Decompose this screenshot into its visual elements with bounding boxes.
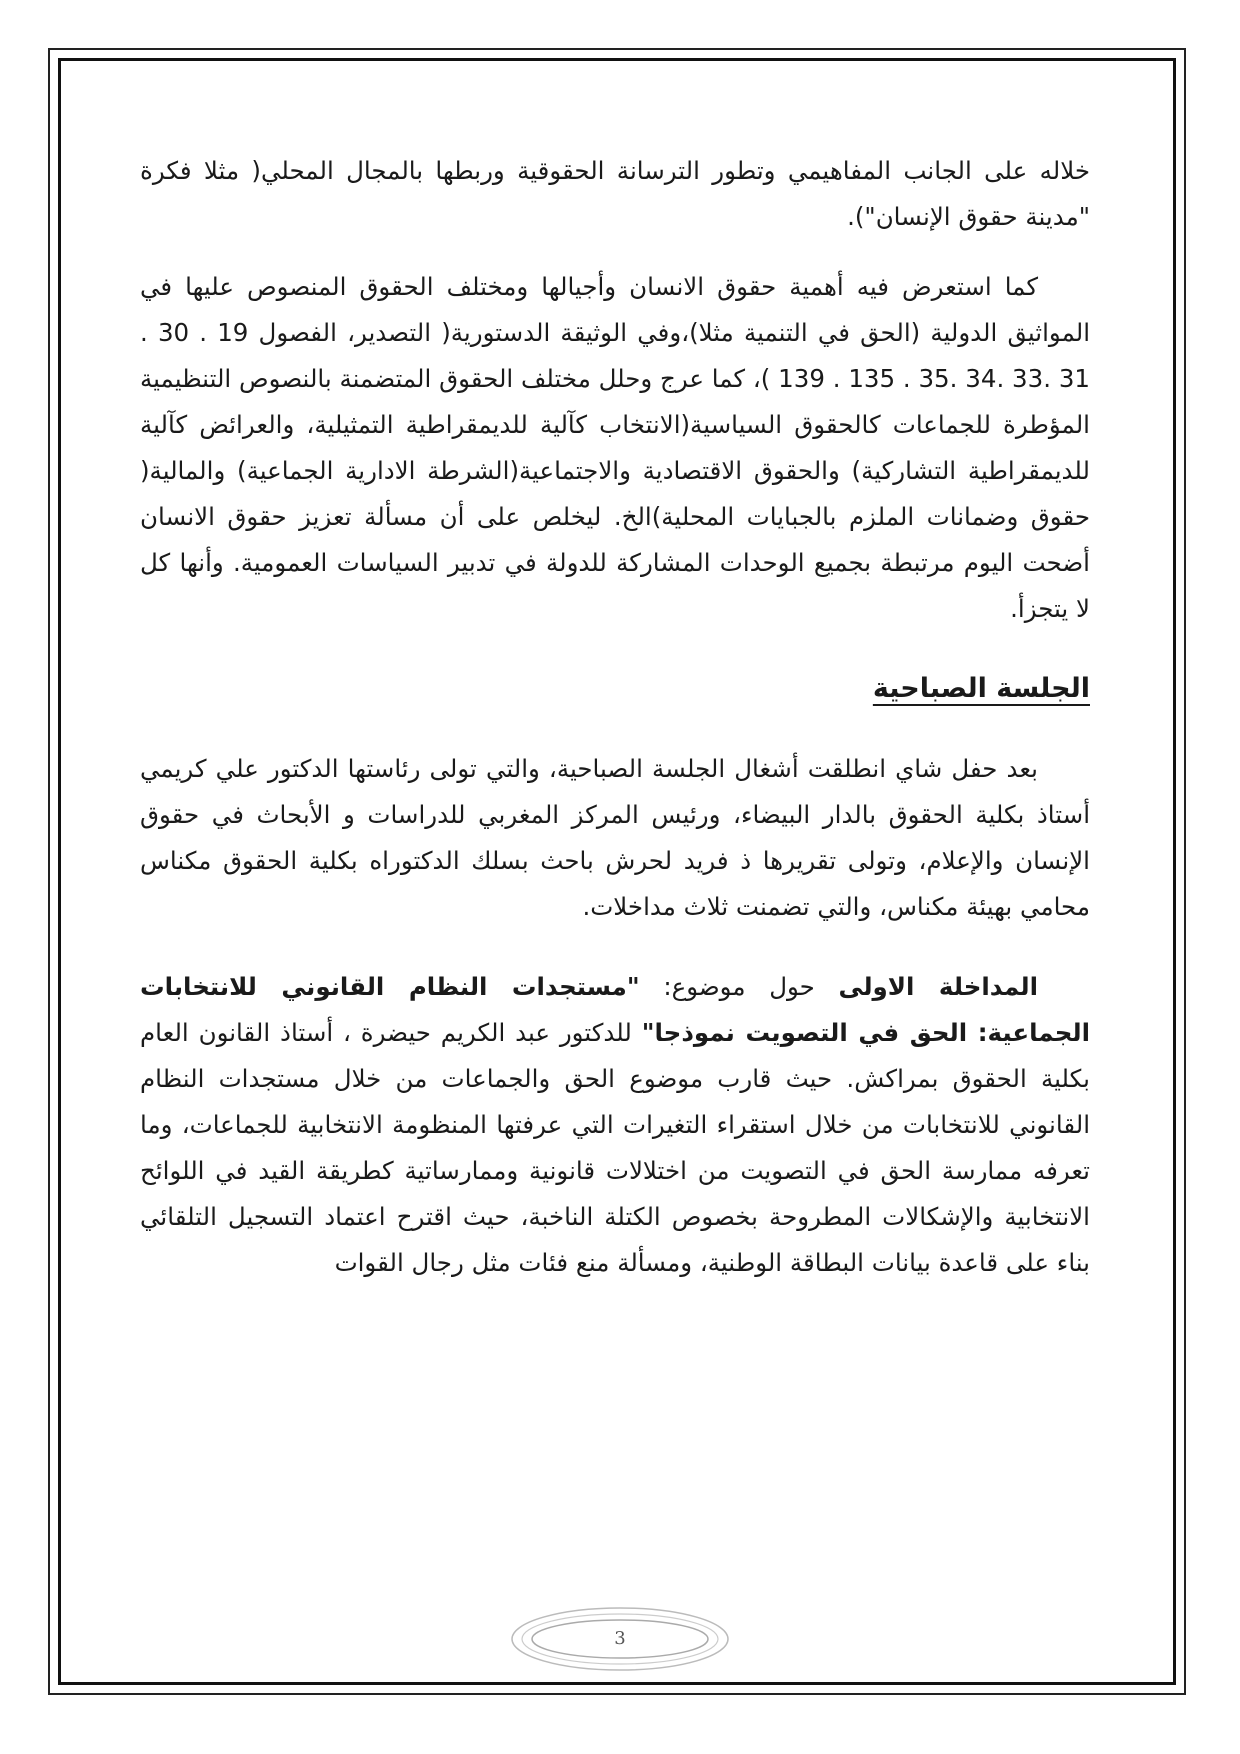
section-heading-morning-session: الجلسة الصباحية <box>872 673 1090 704</box>
page-number-badge <box>508 1604 732 1674</box>
page-number: 3 <box>614 1628 626 1649</box>
paragraph-4 <box>140 964 1090 1286</box>
paragraph-4-title: "مستجدات النظام القانوني للانتخابات الجماعية: الحق في التصويت نموذجا" <box>140 972 1090 1047</box>
paragraph-4-text-2: للدكتور عبد الكريم حيضرة ، أستاذ القانون العام بكلية الحقوق بمراكش. حيث قارب موضوع الحق والجماعات من خلال مستجدات النظام القانوني للانتخابات من خلال استقراء التغيرات التي عرفتها المنظومة الانتخابية للجماعات، وما تعرفه ممارسة الحق في التصويت من اختلالات قانونية وممارساتية كطريقة القيد في اللوائح الانتخابية والإشكالات المطروحة بخصوص الكتلة الناخبة، حيث اقترح اعتماد التسجيل التلقائي بناء على قاعدة بيانات البطاقة الوطنية، ومسألة منع فئات مثل رجال القوات <box>140 1018 1090 1277</box>
document-body <box>140 148 1090 1286</box>
paragraph-2: كما استعرض فيه أهمية حقوق الانسان وأجيالها ومختلف الحقوق المنصوص عليها في المواثيق الدولية (الحق في التنمية مثلا)،وفي الوثيقة الدستورية( التصدير، الفصول 19 . 30 . 31 .33 .34 .35 . 135 . 139 )، كما عرج وحلل مختلف الحقوق المتضمنة بالنصوص التنظيمية المؤطرة للجماعات كالحقوق السياسية(الانتخاب كآلية للديمقراطية التمثيلية، والعرائض كآلية للديمقراطية التشاركية) والحقوق الاقتصادية والاجتماعية(الشرطة الادارية الجماعية) والمالية( حقوق وضمانات الملزم بالجبايات المحلية)الخ. ليخلص على أن مسألة تعزيز حقوق الانسان أضحت اليوم مرتبطة بجميع الوحدات المشاركة للدولة في تدبير السياسات العمومية. وأنها كل لا يتجزأ. <box>140 272 1090 623</box>
paragraph-4-lead: المداخلة الاولى <box>838 972 1038 1001</box>
paragraph-3: بعد حفل شاي انطلقت أشغال الجلسة الصباحية، والتي تولى رئاستها الدكتور علي كريمي أستاذ بكلية الحقوق بالدار البيضاء، ورئيس المركز المغربي للدراسات و الأبحاث في حقوق الإنسان والإعلام، وتولى تقريرها ذ فريد لحرش باحث بسلك الدكتوراه بكلية الحقوق مكناس محامي بهيئة مكناس، والتي تضمنت ثلاث مداخلات. <box>140 754 1090 921</box>
paragraph-4-text-1: حول موضوع: <box>639 972 839 1001</box>
paragraph-1: خلاله على الجانب المفاهيمي وتطور الترسانة الحقوقية وربطها بالمجال المحلي( مثلا فكرة "مدينة حقوق الإنسان"). <box>140 156 1090 231</box>
